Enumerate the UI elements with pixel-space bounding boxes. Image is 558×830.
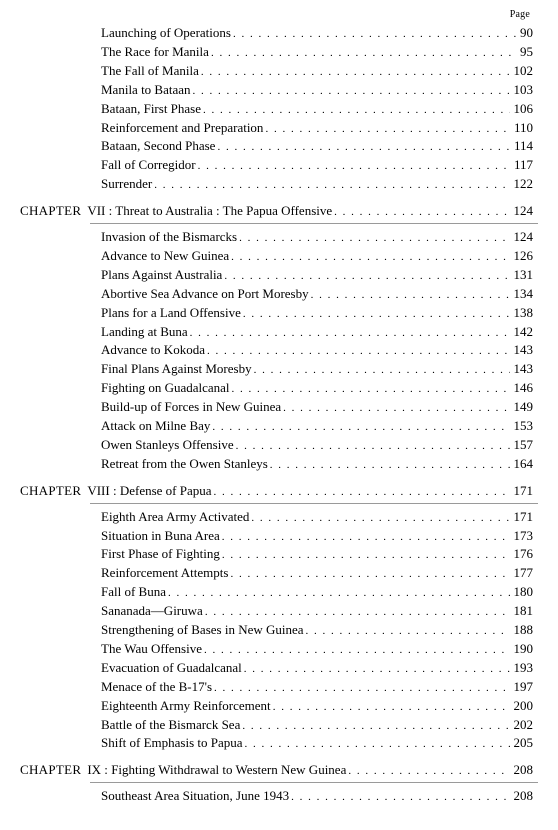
toc-entry	[0, 175, 558, 193]
dot-leader	[265, 120, 510, 138]
dot-leader	[334, 203, 509, 221]
toc-entry	[0, 716, 558, 734]
dot-leader	[214, 679, 509, 697]
dot-leader	[254, 361, 510, 379]
entry-title: Fighting on Guadalcanal	[101, 380, 230, 396]
entry-title: Plans Against Australia	[101, 266, 223, 282]
dot-leader	[207, 342, 510, 360]
entry-title: Surrender	[101, 176, 153, 192]
toc-entry	[0, 247, 558, 265]
entry-title: Eighteenth Army Reinforcement	[101, 697, 271, 713]
dot-leader	[244, 660, 510, 678]
toc-entry	[0, 137, 558, 155]
toc-entry	[0, 304, 558, 322]
chapter-number: VIII :	[87, 482, 120, 498]
entry-title: The Fall of Manila	[101, 62, 199, 78]
toc-entry	[0, 508, 558, 526]
entry-title: Evacuation of Guadalcanal	[101, 659, 242, 675]
dot-leader	[233, 25, 516, 43]
entry-title: Abortive Sea Advance on Port Moresby	[101, 285, 309, 301]
page-number: 171	[513, 508, 533, 524]
toc-entry	[0, 659, 558, 677]
dot-leader	[251, 509, 509, 527]
dot-leader	[311, 286, 510, 304]
dot-leader	[242, 717, 509, 735]
dot-leader	[306, 622, 510, 640]
page-number: 126	[513, 247, 533, 263]
chapter-number: IX :	[87, 762, 112, 778]
entry-title: Launching of Operations	[101, 25, 231, 40]
toc-entry	[0, 436, 558, 454]
chapter-word: CHAPTER	[20, 203, 82, 219]
toc-entry	[0, 119, 558, 137]
chapter-divider	[90, 223, 538, 224]
toc-entry	[0, 787, 558, 805]
page-number: 202	[513, 716, 533, 732]
entry-title: Sananada—Giruwa	[101, 603, 203, 619]
dot-leader	[230, 565, 509, 583]
toc-entry	[0, 266, 558, 284]
dot-leader	[204, 641, 510, 659]
dot-leader	[154, 176, 509, 194]
toc-entry	[0, 285, 558, 303]
dot-leader	[168, 584, 510, 602]
toc-entry	[0, 156, 558, 174]
page-number: 114	[513, 138, 533, 154]
entry-title: The Wau Offensive	[101, 640, 202, 656]
toc-entry	[0, 341, 558, 359]
entry-title: Landing at Buna	[101, 323, 188, 339]
page-number: 124	[513, 229, 533, 244]
dot-leader	[190, 324, 510, 342]
toc-entry	[0, 228, 558, 246]
chapter-heading	[0, 202, 558, 220]
entry-title: Situation in Buna Area	[101, 527, 220, 543]
chapter-title	[20, 482, 212, 500]
chapter-word: CHAPTER	[20, 482, 82, 498]
chapter-word: CHAPTER	[20, 762, 82, 778]
dot-leader	[270, 456, 510, 474]
toc-entry	[0, 564, 558, 582]
chapter-number: VII :	[87, 203, 116, 219]
dot-leader	[201, 63, 510, 81]
chapter-divider	[90, 782, 538, 783]
dot-leader	[224, 267, 509, 285]
entry-title: Fall of Corregidor	[101, 157, 196, 173]
page-number: 138	[513, 304, 533, 320]
toc-entry	[0, 43, 558, 61]
entry-title: Final Plans Against Moresby	[101, 361, 252, 377]
dot-leader	[214, 483, 510, 501]
dot-leader	[222, 546, 510, 564]
dot-leader	[217, 138, 510, 156]
page-number: 181	[513, 603, 533, 619]
entry-title: Owen Stanleys Offensive	[101, 436, 234, 452]
toc-entry	[0, 81, 558, 99]
page-number: 153	[513, 418, 533, 433]
chapter-heading	[0, 761, 558, 779]
dot-leader	[236, 437, 510, 455]
toc-entry	[0, 398, 558, 416]
page-number: 117	[513, 157, 533, 173]
page-number: 205	[513, 735, 533, 751]
page-number: 143	[513, 342, 533, 358]
page-number: 143	[513, 361, 533, 377]
page-number: 131	[513, 266, 533, 282]
page-number: 208	[513, 788, 533, 804]
dot-leader	[231, 248, 509, 266]
page-number: 122	[513, 176, 533, 192]
entry-title: Advance to Kokoda	[101, 342, 205, 358]
toc-entry	[0, 602, 558, 620]
dot-leader	[193, 82, 510, 100]
entry-title: The Race for Manila	[101, 43, 209, 59]
page-number: 110	[513, 119, 533, 135]
toc-entry	[0, 621, 558, 639]
page-column-label: Page	[509, 9, 530, 20]
toc-entry	[0, 583, 558, 601]
page-number: 149	[513, 399, 533, 415]
page-number: 177	[513, 565, 533, 581]
toc-entry	[0, 697, 558, 715]
toc-entry	[0, 640, 558, 658]
entry-title: Southeast Area Situation, June 1943	[101, 788, 290, 804]
page-number: 173	[513, 527, 533, 543]
page-number: 200	[513, 697, 533, 713]
toc-entry	[0, 24, 558, 42]
page-number: 103	[513, 81, 533, 97]
toc-entry	[0, 417, 558, 435]
page-number: 193	[513, 659, 533, 675]
entry-title: Plans for a Land Offensive	[101, 304, 241, 320]
page-number: 180	[513, 584, 533, 600]
toc-entry	[0, 734, 558, 752]
page-number: 171	[513, 482, 533, 498]
page-number: 157	[513, 436, 533, 452]
entry-title: Strengthening of Bases in New Guinea	[101, 622, 304, 637]
dot-leader	[273, 698, 510, 716]
page-number: 176	[513, 546, 533, 562]
dot-leader	[232, 380, 510, 398]
page-number: 142	[513, 323, 533, 339]
dot-leader	[212, 418, 509, 436]
entry-title: Advance to New Guinea	[101, 247, 230, 263]
entry-title: Bataan, First Phase	[101, 100, 202, 116]
entry-title: Fall of Buna	[101, 584, 166, 600]
toc-entry	[0, 527, 558, 545]
entry-title: Shift of Emphasis to Papua	[101, 735, 243, 751]
entry-title: Reinforcement Attempts	[101, 565, 229, 581]
toc-entry	[0, 100, 558, 118]
page-number: 102	[513, 62, 533, 78]
dot-leader	[198, 157, 510, 175]
entry-title: Reinforcement and Preparation	[101, 119, 264, 135]
dot-leader	[243, 305, 510, 323]
page-number: 95	[520, 43, 533, 59]
dot-leader	[222, 528, 510, 546]
dot-leader	[245, 735, 510, 753]
page-number: 164	[513, 455, 533, 471]
toc-entry	[0, 678, 558, 696]
dot-leader	[205, 603, 510, 621]
dot-leader	[283, 399, 509, 417]
page-number: 208	[513, 762, 533, 778]
page-number: 197	[513, 678, 533, 694]
chapter-divider	[90, 503, 538, 504]
entry-title: Bataan, Second Phase	[101, 138, 216, 154]
entry-title: Menace of the B-17's	[101, 678, 213, 694]
toc-entry	[0, 323, 558, 341]
page-number: 106	[513, 100, 533, 116]
toc-entry	[0, 455, 558, 473]
entry-title: Retreat from the Owen Stanleys	[101, 455, 268, 471]
toc-entry	[0, 360, 558, 378]
chapter-title	[20, 202, 332, 220]
entry-title: Battle of the Bismarck Sea	[101, 716, 241, 732]
page-number: 146	[513, 380, 533, 396]
dot-leader	[211, 44, 516, 62]
toc-entry	[0, 379, 558, 397]
page-number: 90	[520, 25, 533, 40]
chapter-title	[20, 761, 346, 779]
toc-entry	[0, 62, 558, 80]
chapter-name: Threat to Australia : The Papua Offensive	[115, 203, 333, 219]
chapter-name: Defense of Papua	[119, 482, 212, 498]
entry-title: Build-up of Forces in New Guinea	[101, 399, 282, 415]
dot-leader	[291, 788, 509, 806]
entry-title: Invasion of the Bismarcks	[101, 229, 238, 244]
page-number: 190	[513, 640, 533, 656]
entry-title: Attack on Milne Bay	[101, 418, 211, 433]
entry-title: Eighth Area Army Activated	[101, 508, 250, 524]
entry-title: First Phase of Fighting	[101, 546, 220, 562]
entry-title: Manila to Bataan	[101, 81, 191, 97]
dot-leader	[203, 101, 509, 119]
page-number: 188	[513, 622, 533, 637]
dot-leader	[348, 762, 509, 780]
dot-leader	[239, 229, 509, 247]
page-number: 124	[513, 203, 533, 219]
chapter-heading	[0, 482, 558, 500]
toc-entry	[0, 545, 558, 563]
chapter-name: Fighting Withdrawal to Western New Guinea	[111, 762, 347, 778]
page-number: 134	[513, 285, 533, 301]
